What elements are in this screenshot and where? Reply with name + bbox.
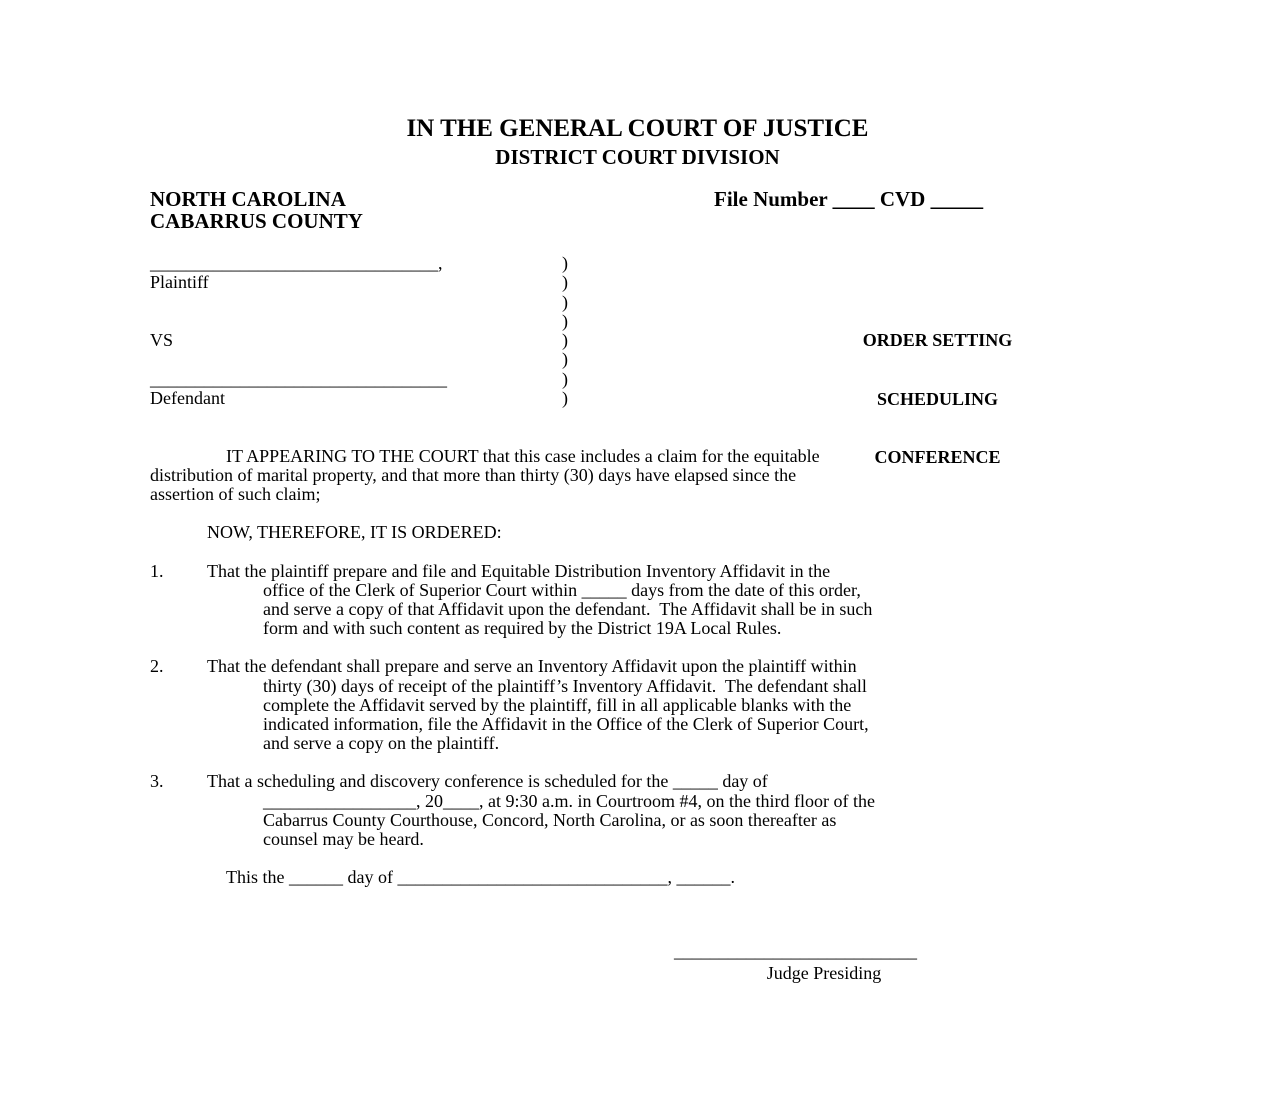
court-title: IN THE GENERAL COURT OF JUSTICE <box>406 115 869 142</box>
venue-county: CABARRUS COUNTY <box>150 209 363 233</box>
signature-line: ___________________________ <box>674 941 917 961</box>
item-line: That the defendant shall prepare and serve an Inventory Affidavit upon the plaintiff within <box>207 656 857 676</box>
date-line: This the ______ day of ______________________________, ______. <box>226 867 735 887</box>
item-line: office of the Clerk of Superior Court within _____ days from the date of this order, <box>263 580 861 600</box>
court-division: DISTRICT COURT DIVISION <box>495 145 780 169</box>
caption-paren: ) <box>562 369 568 389</box>
document-title-line: SCHEDULING <box>876 388 999 409</box>
versus-label: VS <box>150 330 174 350</box>
item-line: counsel may be heard. <box>263 829 424 849</box>
item-number: 2. <box>150 656 164 676</box>
item-number: 1. <box>150 561 164 581</box>
file-number: File Number ____ CVD _____ <box>714 187 984 211</box>
item-number: 3. <box>150 771 164 791</box>
item-line: Cabarrus County Courthouse, Concord, North Carolina, or as soon thereafter as <box>263 810 837 830</box>
plaintiff-blank-line: ________________________________, <box>150 253 443 273</box>
item-line: _________________, 20____, at 9:30 a.m. in Courtroom #4, on the third floor of the <box>263 791 875 811</box>
recital-line: distribution of marital property, and that more than thirty (30) days have elapsed since the <box>150 465 797 485</box>
caption-paren: ) <box>562 272 568 292</box>
venue-state: NORTH CAROLINA <box>150 187 346 211</box>
plaintiff-label: Plaintiff <box>150 272 209 292</box>
item-line: and serve a copy of that Affidavit upon the defendant. The Affidavit shall be in such <box>263 599 873 619</box>
document-title-line: ORDER SETTING <box>862 330 1013 350</box>
recital-line: IT APPEARING TO THE COURT that this case includes a claim for the equitable <box>226 446 820 466</box>
item-line: indicated information, file the Affidavit in the Office of the Clerk of Superior Court, <box>263 714 869 734</box>
item-line: complete the Affidavit served by the plaintiff, fill in all applicable blanks with the <box>263 695 852 715</box>
item-line: That a scheduling and discovery conference is scheduled for the _____ day of <box>207 771 768 791</box>
document-title <box>800 292 1075 487</box>
item-line: form and with such content as required by the District 19A Local Rules. <box>263 618 782 638</box>
caption-paren: ) <box>562 330 568 350</box>
ordered-heading: NOW, THEREFORE, IT IS ORDERED: <box>207 522 502 542</box>
item-line: thirty (30) days of receipt of the plaintiff’s Inventory Affidavit. The defendant shall <box>263 676 867 696</box>
defendant-label: Defendant <box>150 388 225 408</box>
caption-paren: ) <box>562 292 568 312</box>
item-line: That the plaintiff prepare and file and Equitable Distribution Inventory Affidavit in the <box>207 561 831 581</box>
signature-label: Judge Presiding <box>766 963 882 983</box>
document-title-line: CONFERENCE <box>874 447 1001 467</box>
recital-line: assertion of such claim; <box>150 484 321 504</box>
caption-paren: ) <box>562 253 568 273</box>
caption-paren: ) <box>562 349 568 369</box>
caption-paren: ) <box>562 388 568 408</box>
caption-paren: ) <box>562 311 568 331</box>
defendant-blank-line: _________________________________ <box>150 369 447 389</box>
item-line: and serve a copy on the plaintiff. <box>263 733 500 753</box>
